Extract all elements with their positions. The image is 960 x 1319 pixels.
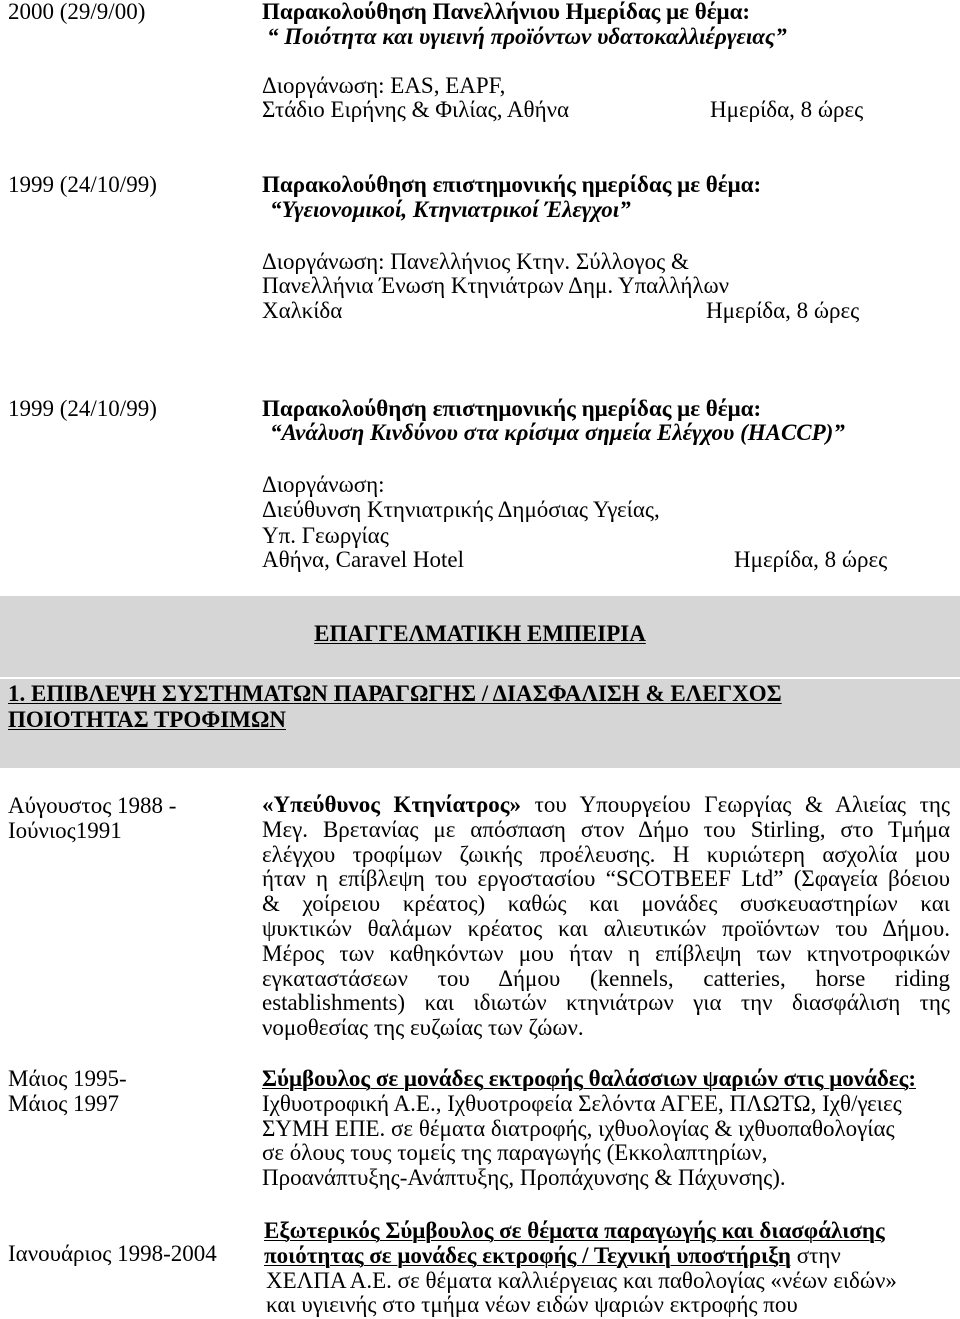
seminar-organizer: Υπ. Γεωργίας <box>262 523 389 548</box>
description-line: ΣΥΜΗ ΕΠΕ. σε θέματα διατροφής, ιχθυολογίας & ιχθυοπαθολογίας <box>262 1115 895 1141</box>
seminar-heading: Παρακολούθηση επιστημονικής ημερίδας με θέμα: <box>262 396 762 421</box>
description-line <box>262 793 950 818</box>
experience-title: «Υπεύθυνος Κτηνίατρος» <box>262 792 521 817</box>
description-line: και υγιεινής στο τμήμα νέων ειδών ψαριών εκτροφής που <box>266 1292 798 1318</box>
description-line: Προανάπτυξης-Ανάπτυξης, Προπάχυνσης & Πάχυνσης). <box>262 1165 786 1191</box>
experience-description <box>262 1067 952 1191</box>
seminar-duration: Ημερίδα, 8 ώρες <box>734 547 888 572</box>
experience-period: Ιούνιος1991 <box>8 818 122 843</box>
seminar-organizer: Διεύθυνση Κτηνιατρικής Δημόσιας Υγείας, <box>262 497 660 522</box>
seminar-venue: Στάδιο Ειρήνης & Φιλίας, Αθήνα <box>262 97 570 122</box>
description-line: ελέγχου τροφίμων ζωικής προέλευσης. Η κυριώτερη ασχολία μου <box>262 841 950 867</box>
description-line: ΧΕΛΠΑ Α.Ε. σε θέματα καλλιέργειας και παθολογίας «νέων ειδών» <box>266 1267 897 1293</box>
seminar-duration: Ημερίδα, 8 ώρες <box>710 97 864 122</box>
subsection-title: ΠΟΙΟΤΗΤΑΣ ΤΡΟΦΙΜΩΝ <box>8 707 286 732</box>
experience-title: Εξωτερικός Σύμβουλος σε θέματα παραγωγής και διασφάλισης <box>264 1218 885 1243</box>
description-line: ήταν η επίβλεψη του εργοστασίου “SCOTBEEF Ltd” (Σφαγεία βόειου <box>262 866 950 892</box>
description-line: Μεγ. Βρετανίας με απόσπαση στον Δήμο του Stirling, στο Τμήμα <box>262 816 950 842</box>
seminar-organizer: Διοργάνωση: EAS, EAPF, <box>262 73 506 98</box>
experience-period: Αύγουστος 1988 - <box>8 793 177 818</box>
section-title: ΕΠΑΓΓΕΛΜΑΤΙΚΗ ΕΜΠΕΙΡΙΑ <box>314 621 646 646</box>
description-line: establishments) και ιδιωτών κτηνιάτρων για την διασφάλιση της <box>262 990 950 1016</box>
seminar-venue: Αθήνα, Caravel Hotel <box>262 547 464 572</box>
description-line: Ιχθυοτροφική Α.Ε., Ιχθυοτροφεία Σελόντα ΑΓΕΕ, ΠΛΩΤΩ, Ιχθ/γειες <box>262 1090 902 1116</box>
seminar-topic: “ Ποιότητα και υγιεινή προϊόντων υδατοκαλλιέργειας” <box>267 24 787 49</box>
seminar-duration: Ημερίδα, 8 ώρες <box>706 298 860 323</box>
description-line: σε όλους τους τομείς της παραγωγής (Εκκολαπτηρίων, <box>262 1140 768 1166</box>
seminar-date: 1999 (24/10/99) <box>8 396 157 421</box>
description-line: & χοίρειου κρέατος) καθώς και μονάδες συσκευαστηρίων και <box>262 891 950 917</box>
description-line: Μέρος των καθηκόντων μου ήταν η επίβλεψη των κτηνοτροφικών <box>262 940 950 966</box>
experience-title: ποιότητας σε μονάδες εκτροφής / Τεχνική υποστήριξη <box>264 1242 791 1268</box>
seminar-organizer: Διοργάνωση: Πανελλήνιος Κτην. Σύλλογος & <box>262 249 689 274</box>
experience-title: Σύμβουλος σε μονάδες εκτροφής θαλάσσιων ψαριών στις μονάδες: <box>262 1066 917 1091</box>
seminar-date: 1999 (24/10/99) <box>8 172 157 197</box>
description-text: στην <box>796 1242 841 1268</box>
subsection-title: 1. ΕΠΙΒΛΕΨΗ ΣΥΣΤΗΜΑΤΩΝ ΠΑΡΑΓΩΓΗΣ / ΔΙΑΣΦΑΛΙΣΗ & ΕΛΕΓΧΟΣ <box>8 681 782 706</box>
seminar-venue: Χαλκίδα <box>262 298 343 323</box>
experience-period: Μάιος 1997 <box>8 1091 120 1116</box>
seminar-organizer: Διοργάνωση: <box>262 472 385 497</box>
experience-period: Μάιος 1995- <box>8 1066 127 1091</box>
experience-description <box>262 793 950 1041</box>
description-text: του Υπουργείου Γεωργίας & Αλιείας της <box>534 792 951 817</box>
description-line: νομοθεσίας της ευζωίας των ζώων. <box>262 1015 584 1041</box>
seminar-date: 2000 (29/9/00) <box>8 0 146 24</box>
experience-description <box>264 1219 954 1318</box>
seminar-heading: Παρακολούθηση επιστημονικής ημερίδας με θέμα: <box>262 172 762 197</box>
seminar-organizer: Πανελλήνια Ένωση Κτηνιάτρων Δημ. Υπαλλήλων <box>262 273 730 298</box>
description-line <box>264 1244 954 1269</box>
seminar-heading: Παρακολούθηση Πανελλήνιου Ημερίδας με θέμα: <box>262 0 751 24</box>
seminar-topic: “Ανάλυση Κινδύνου στα κρίσιμα σημεία Ελέγχου (HACCP)” <box>270 420 845 445</box>
experience-period: Ιανουάριος 1998-2004 <box>8 1241 217 1266</box>
seminar-topic: “Υγειονομικοί, Κτηνιατρικοί Έλεγχοι” <box>270 197 631 222</box>
description-line: ψυκτικών θαλάμων κρέατος και αλιευτικών προϊόντων του Δήμου. <box>262 915 950 941</box>
description-line: εγκαταστάσεων του Δήμου (kennels, catteries, horse riding <box>262 965 950 991</box>
